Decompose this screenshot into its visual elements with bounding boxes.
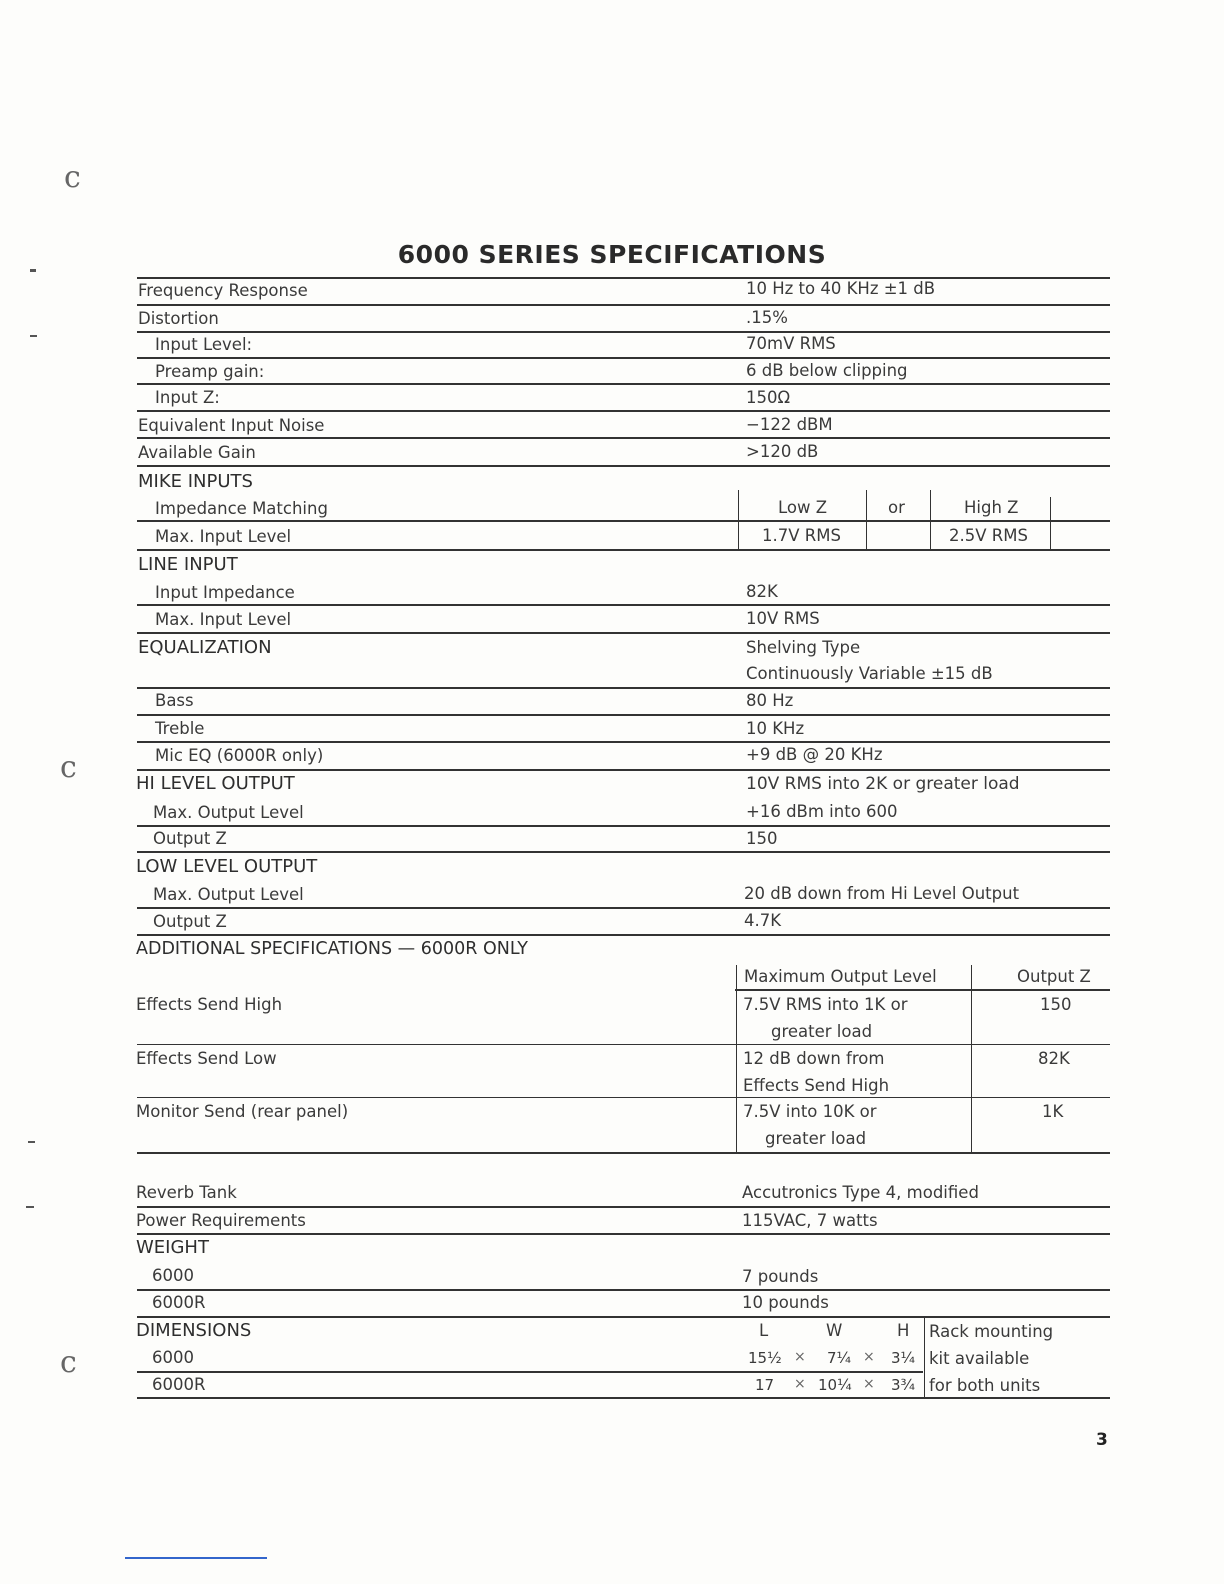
effects-send-high-value-1: 7.5V RMS into 1K or xyxy=(743,995,908,1014)
weight-model-6000r: 6000R xyxy=(152,1293,206,1312)
available-gain-label: Available Gain xyxy=(138,443,256,462)
effects-send-high-value-2: greater load xyxy=(771,1022,873,1041)
power-requirements-label: Power Requirements xyxy=(136,1211,306,1230)
weight-value-6000r: 10 pounds xyxy=(742,1293,829,1312)
hi-level-output-value: 10V RMS into 2K or greater load xyxy=(746,774,1020,794)
dimensions-heading: DIMENSIONS xyxy=(136,1320,252,1341)
column-divider xyxy=(1050,497,1051,550)
binder-hole-middle: c xyxy=(60,750,77,785)
bass-value: 80 Hz xyxy=(746,691,794,710)
rule xyxy=(137,741,1110,743)
input-level-label: Input Level: xyxy=(155,335,253,354)
distortion-label: Distortion xyxy=(138,309,219,328)
mike-inputs-heading: MIKE INPUTS xyxy=(138,471,253,492)
dim-header-w: W xyxy=(826,1321,843,1340)
effects-send-low-value-1: 12 dB down from xyxy=(743,1049,885,1068)
rule xyxy=(137,1097,1110,1098)
dim-note-1: Rack mounting xyxy=(929,1322,1054,1341)
line-max-input-level-label: Max. Input Level xyxy=(155,610,292,629)
dim-model-6000r: 6000R xyxy=(152,1375,206,1394)
rule xyxy=(137,520,1110,522)
treble-value: 10 KHz xyxy=(746,719,805,738)
dim-times: × xyxy=(794,1376,806,1392)
rule xyxy=(137,1206,1110,1208)
rule xyxy=(137,1044,1110,1045)
rule xyxy=(137,604,1110,606)
weight-heading: WEIGHT xyxy=(136,1237,209,1258)
binder-hole-bottom: c xyxy=(60,1345,77,1380)
low-max-output-level-label: Max. Output Level xyxy=(153,885,304,904)
output-z-header: Output Z xyxy=(1017,967,1091,986)
high-z-max-value: 2.5V RMS xyxy=(949,526,1028,545)
rule xyxy=(137,907,1110,909)
preamp-gain-label: Preamp gain: xyxy=(155,362,265,381)
preamp-gain-value: 6 dB below clipping xyxy=(746,361,908,380)
rule xyxy=(137,465,1110,467)
monitor-send-z: 1K xyxy=(1042,1102,1064,1121)
binder-hole-top: c xyxy=(64,160,81,195)
additional-specifications-heading: ADDITIONAL SPECIFICATIONS — 6000R ONLY xyxy=(136,939,528,959)
weight-model-6000: 6000 xyxy=(152,1266,194,1285)
input-z-value: 150Ω xyxy=(746,388,791,407)
hi-max-output-level-value: +16 dBm into 600 xyxy=(746,802,898,821)
rule xyxy=(137,410,1110,412)
or-label: or xyxy=(888,498,905,517)
dim-times: × xyxy=(863,1349,875,1365)
rule xyxy=(137,714,1110,716)
low-z-label: Low Z xyxy=(778,498,828,517)
eq-type-line-2: Continuously Variable ±15 dB xyxy=(746,664,993,683)
rule xyxy=(137,383,1110,385)
dim-note-3: for both units xyxy=(929,1376,1041,1395)
eq-type-line-1: Shelving Type xyxy=(746,638,861,657)
impedance-matching-label: Impedance Matching xyxy=(155,499,328,518)
rule xyxy=(137,632,1110,634)
monitor-send-value-1: 7.5V into 10K or xyxy=(743,1102,877,1121)
line-input-impedance-value: 82K xyxy=(746,582,778,601)
rule xyxy=(137,277,1110,279)
distortion-value: .15% xyxy=(746,308,788,327)
dim-6000r-h: 3¾ xyxy=(891,1376,916,1394)
low-output-z-value: 4.7K xyxy=(744,911,782,930)
dim-times: × xyxy=(863,1376,875,1392)
scan-mark xyxy=(28,1141,35,1143)
page-number: 3 xyxy=(1096,1430,1108,1450)
column-divider xyxy=(924,1318,925,1398)
line-input-heading: LINE INPUT xyxy=(138,554,238,575)
line-input-impedance-label: Input Impedance xyxy=(155,583,295,602)
hi-max-output-level-label: Max. Output Level xyxy=(153,803,304,822)
dim-header-h: H xyxy=(897,1321,910,1340)
frequency-response-value: 10 Hz to 40 KHz ±1 dB xyxy=(746,279,936,298)
mic-eq-value: +9 dB @ 20 KHz xyxy=(746,745,883,764)
effects-send-low-z: 82K xyxy=(1038,1049,1070,1068)
rule xyxy=(137,769,1110,771)
rule xyxy=(137,357,1110,359)
rule xyxy=(137,1316,1110,1318)
low-max-output-level-value: 20 dB down from Hi Level Output xyxy=(744,884,1020,903)
dim-6000-l: 15½ xyxy=(748,1349,782,1367)
rule xyxy=(137,687,1110,689)
rule xyxy=(137,851,1110,853)
dim-times: × xyxy=(794,1349,806,1365)
rule xyxy=(137,549,1110,551)
dim-6000r-l: 17 xyxy=(755,1376,775,1394)
scan-mark xyxy=(30,335,37,337)
line-max-input-level-value: 10V RMS xyxy=(746,609,820,628)
mic-eq-label: Mic EQ (6000R only) xyxy=(155,746,324,765)
reverb-tank-label: Reverb Tank xyxy=(136,1183,237,1202)
dim-note-2: kit available xyxy=(929,1349,1030,1368)
bass-label: Bass xyxy=(155,691,194,710)
hi-output-z-label: Output Z xyxy=(153,829,227,848)
effects-send-high-z: 150 xyxy=(1040,995,1072,1014)
column-divider xyxy=(736,965,737,1153)
rule xyxy=(137,825,1110,827)
input-z-label: Input Z: xyxy=(155,388,220,407)
rule xyxy=(137,1289,1110,1291)
effects-send-low-value-2: Effects Send High xyxy=(743,1076,890,1095)
frequency-response-label: Frequency Response xyxy=(138,281,308,300)
low-z-max-value: 1.7V RMS xyxy=(762,526,841,545)
effects-send-high-label: Effects Send High xyxy=(136,995,283,1014)
dim-header-l: L xyxy=(759,1321,769,1340)
rule xyxy=(137,331,1110,333)
available-gain-value: >120 dB xyxy=(746,442,819,461)
low-level-output-heading: LOW LEVEL OUTPUT xyxy=(136,856,318,877)
scan-mark xyxy=(30,269,36,272)
dim-6000r-w: 10¼ xyxy=(818,1376,852,1394)
column-divider xyxy=(971,965,972,1153)
rule xyxy=(137,437,1110,439)
equalization-heading: EQUALIZATION xyxy=(138,637,272,658)
treble-label: Treble xyxy=(155,719,205,738)
dim-6000-w: 7¼ xyxy=(827,1349,852,1367)
equivalent-input-noise-label: Equivalent Input Noise xyxy=(138,416,325,435)
monitor-send-label: Monitor Send (rear panel) xyxy=(136,1102,349,1121)
rule xyxy=(137,1397,1110,1399)
monitor-send-value-2: greater load xyxy=(765,1129,867,1148)
rule xyxy=(137,304,1110,306)
rule xyxy=(137,934,1110,936)
scan-mark xyxy=(26,1206,34,1208)
power-requirements-value: 115VAC, 7 watts xyxy=(742,1211,878,1230)
equivalent-input-noise-value: −122 dBM xyxy=(746,415,833,434)
mike-max-input-level-label: Max. Input Level xyxy=(155,527,292,546)
dim-model-6000: 6000 xyxy=(152,1348,194,1367)
hi-output-z-value: 150 xyxy=(746,829,778,848)
rule xyxy=(137,1371,923,1373)
scan-mark xyxy=(125,1557,267,1559)
low-output-z-label: Output Z xyxy=(153,912,227,931)
maximum-output-level-header: Maximum Output Level xyxy=(744,967,937,986)
hi-level-output-heading: HI LEVEL OUTPUT xyxy=(136,773,295,794)
reverb-tank-value: Accutronics Type 4, modified xyxy=(742,1183,979,1202)
weight-value-6000: 7 pounds xyxy=(742,1267,819,1286)
rule xyxy=(137,1152,1110,1154)
page-title: 6000 SERIES SPECIFICATIONS xyxy=(397,240,827,269)
dim-6000-h: 3¼ xyxy=(891,1349,916,1367)
effects-send-low-label: Effects Send Low xyxy=(136,1049,277,1068)
rule xyxy=(735,989,1110,991)
rule xyxy=(137,1233,1110,1235)
input-level-value: 70mV RMS xyxy=(746,334,836,353)
high-z-label: High Z xyxy=(964,498,1019,517)
